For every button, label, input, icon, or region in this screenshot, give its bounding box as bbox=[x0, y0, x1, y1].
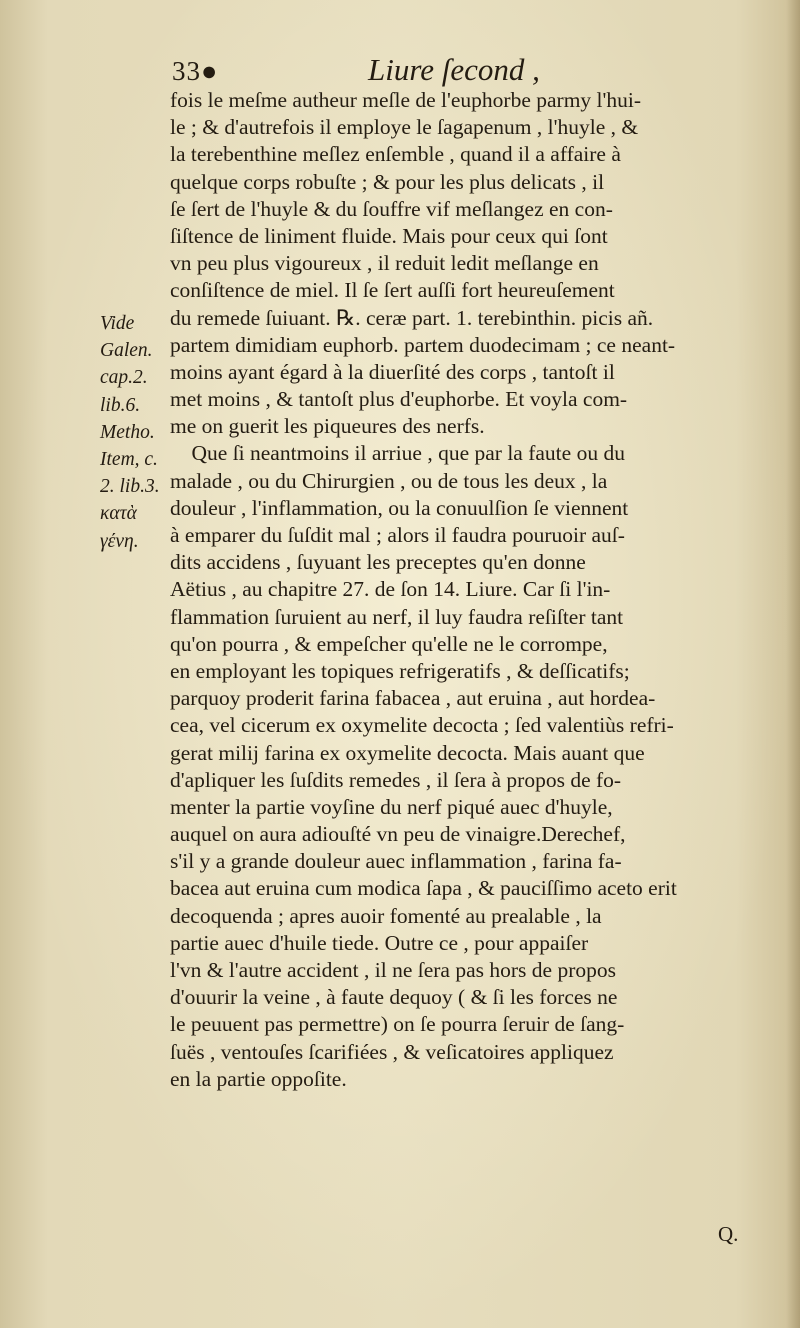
text-line: gerat milij farina ex oxymelite decocta. Mais auant que bbox=[170, 740, 645, 765]
margin-note-line: lib.6. bbox=[100, 394, 141, 416]
text-line: Que ſi neantmoins il arriue , que par la faute ou du bbox=[170, 441, 625, 466]
text-line: vn peu plus vigoureux , il reduit ledit meſlange en bbox=[170, 251, 599, 276]
catchword: Q. bbox=[718, 1222, 739, 1246]
text-line: l'vn & l'autre accident , il ne ſera pas hors de propos bbox=[170, 958, 616, 982]
text-line: auquel on aura adiouſté vn peu de vinaigre.Derechef, bbox=[170, 822, 626, 847]
page-number: 33● bbox=[172, 56, 219, 86]
margin-note-line: 2. lib.3. bbox=[100, 476, 160, 498]
text-line: parquoy proderit farina fabacea , aut eruina , aut hordea- bbox=[170, 686, 656, 711]
text-line: me on guerit les piqueures des nerfs. bbox=[170, 414, 485, 439]
text-line: partie auec d'huile tiede. Outre ce , pour appaiſer bbox=[170, 930, 589, 955]
text-line: partem dimidiam euphorb. partem duodecimam ; ce neant- bbox=[170, 332, 676, 357]
text-line: le peuuent pas permettre) on ſe pourra ſeruir de ſang- bbox=[170, 1012, 625, 1037]
text-line: met moins , & tantoſt plus d'euphorbe. Et voyla com- bbox=[170, 387, 628, 412]
margin-note-line: κατὰ bbox=[100, 503, 137, 525]
page-header bbox=[172, 52, 592, 92]
text-line: qu'on pourra , & empeſcher qu'elle ne le corrompe, bbox=[170, 631, 608, 656]
text-line: dits accidens , ſuyuant les preceptes qu'en donne bbox=[170, 550, 586, 575]
body-text bbox=[170, 87, 748, 1093]
margin-note-line: Metho. bbox=[100, 421, 155, 443]
text-line: ſuës , ventouſes ſcarifiées , & veſicatoires appliquez bbox=[170, 1039, 614, 1064]
text-line: s'il y a grande douleur auec inflammation , farina fa- bbox=[170, 849, 622, 874]
text-line: cea, vel cicerum ex oxymelite decocta ; ſed valentiùs refri- bbox=[170, 713, 674, 738]
margin-notes bbox=[100, 310, 172, 555]
text-line: ſiſtence de liniment fluide. Mais pour ceux qui ſont bbox=[170, 223, 608, 248]
text-line: en la partie oppoſite. bbox=[170, 1066, 347, 1091]
text-line: quelque corps robuſte ; & pour les plus delicats , il bbox=[170, 169, 605, 194]
text-line: en employant les topiques refrigeratifs , & deſſicatifs; bbox=[170, 658, 630, 683]
margin-note-line: cap.2. bbox=[100, 367, 148, 389]
text-line: le ; & d'autrefois il employe le ſagapenum , l'huyle , & bbox=[170, 115, 639, 140]
text-line: Aëtius , au chapitre 27. de ſon 14. Liure. Car ſi l'in- bbox=[170, 577, 611, 602]
margin-note-line: γένη. bbox=[100, 530, 139, 552]
text-line: d'apliquer les ſuſdits remedes , il ſera à propos de fo- bbox=[170, 767, 622, 792]
margin-note-line: Item, c. bbox=[100, 448, 158, 470]
margin-note-line: Galen. bbox=[100, 340, 153, 362]
text-line: bacea aut eruina cum modica ſapa , & pauciſſimo aceto erit bbox=[170, 876, 677, 901]
text-line: decoquenda ; apres auoir fomenté au prealable , la bbox=[170, 903, 602, 928]
text-line: d'ouurir la veine , à faute dequoy ( & ſi les forces ne bbox=[170, 985, 618, 1010]
text-line: douleur , l'inflammation, ou la conuulſion ſe viennent bbox=[170, 495, 629, 520]
text-line: fois le meſme autheur meſle de l'euphorbe parmy l'hui- bbox=[170, 88, 642, 112]
page-edge-shadow bbox=[786, 0, 800, 1328]
text-line: malade , ou du Chirurgien , ou de tous les deux , la bbox=[170, 468, 608, 493]
text-line: la terebenthine meſlez enſemble , quand il a affaire à bbox=[170, 142, 621, 167]
text-line: flammation ſuruient au nerf, il luy faudra reſiſter tant bbox=[170, 604, 624, 629]
text-line: moins ayant égard à la diuerſité des corps , tantoſt il bbox=[170, 359, 615, 384]
text-line: menter la partie voyſine du nerf piqué auec d'huyle, bbox=[170, 794, 613, 819]
text-line: du remede ſuiuant. ℞. ceræ part. 1. terebinthin. picis añ. bbox=[170, 305, 654, 330]
text-line: ſe ſert de l'huyle & du ſouffre vif meſlangez en con- bbox=[170, 196, 613, 221]
running-title: Liure ſecond , bbox=[368, 52, 540, 87]
margin-note-line: Vide bbox=[100, 313, 135, 334]
text-line: conſiſtence de miel. Il ſe ſert auſſi fort heureuſement bbox=[170, 278, 615, 303]
text-line: à emparer du ſuſdit mal ; alors il faudra pouruoir auſ- bbox=[170, 523, 625, 547]
